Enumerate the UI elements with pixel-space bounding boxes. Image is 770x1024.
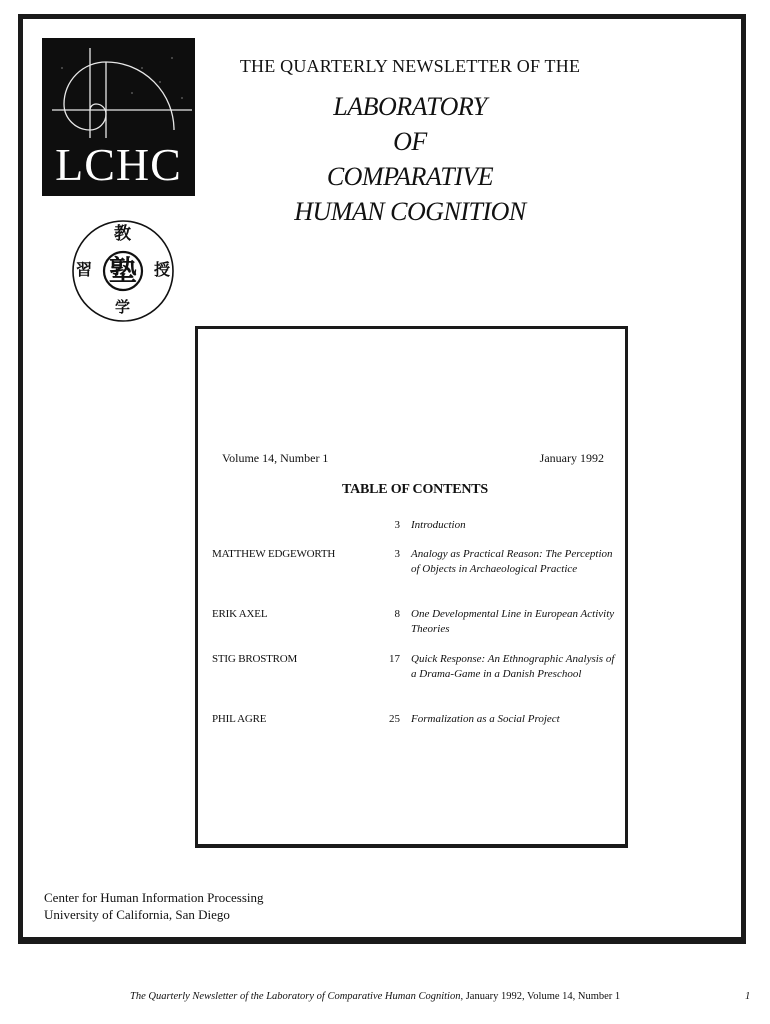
toc-entry-page: 25 <box>389 713 400 725</box>
address-line-2: University of California, San Diego <box>44 907 230 922</box>
toc-entry-author: MATTHEW EDGEWORTH <box>212 548 336 560</box>
toc-entry-title: Introduction <box>411 519 466 531</box>
logo-text: LCHC <box>55 139 182 190</box>
seal-char-left: 習 <box>76 260 93 279</box>
title-line-4: HUMAN COGNITION <box>294 197 526 226</box>
issue-date: January 1992 <box>539 451 604 465</box>
toc-entry-author: STIG BROSTROM <box>212 653 298 665</box>
title-line-2: OF <box>393 127 427 156</box>
toc-entry-author: ERIK AXEL <box>212 608 268 620</box>
address-line-1: Center for Human Information Processing <box>44 890 264 905</box>
seal-icon <box>70 218 176 324</box>
footer-journal: The Quarterly Newsletter of the Laboratory of Comparative Human Cognition, <box>130 991 464 1002</box>
title-line-1: LABORATORY <box>333 92 487 121</box>
contents-box <box>195 326 628 848</box>
toc-entry-page: 3 <box>394 548 400 560</box>
toc-entry-title: One Developmental Line in European Activity Theories <box>411 608 615 635</box>
title-line-3: COMPARATIVE <box>326 162 494 191</box>
running-footer <box>130 991 760 1002</box>
seal-char-bottom: 学 <box>115 298 131 316</box>
seal-char-top: 教 <box>114 224 131 244</box>
page-number: 1 <box>745 991 751 1002</box>
toc-entry-page: 3 <box>394 519 400 531</box>
toc-entry-page: 17 <box>389 653 400 665</box>
toc-entry-author: PHIL AGRE <box>212 713 267 725</box>
toc-entry-title: Formalization as a Social Project <box>411 713 560 725</box>
institution-address <box>44 889 264 923</box>
seal-char-right: 授 <box>154 260 171 279</box>
volume-label: Volume 14, Number 1 <box>222 451 329 465</box>
toc-entry-title: Quick Response: An Ethnographic Analysis of a Drama-Game in a Danish Preschool <box>411 653 615 680</box>
toc-entry-page: 8 <box>394 608 400 620</box>
toc-heading: TABLE OF CONTENTS <box>342 482 488 497</box>
toc-entry-title: Analogy as Practical Reason: The Perception of Objects in Archaeological Practice <box>411 548 613 575</box>
footer-issue: January 1992, Volume 14, Number 1 <box>463 991 621 1002</box>
lchc-logo <box>42 38 195 196</box>
newsletter-kicker: THE QUARTERLY NEWSLETTER OF THE <box>239 56 581 76</box>
seal-char-center: 塾 <box>109 254 138 287</box>
